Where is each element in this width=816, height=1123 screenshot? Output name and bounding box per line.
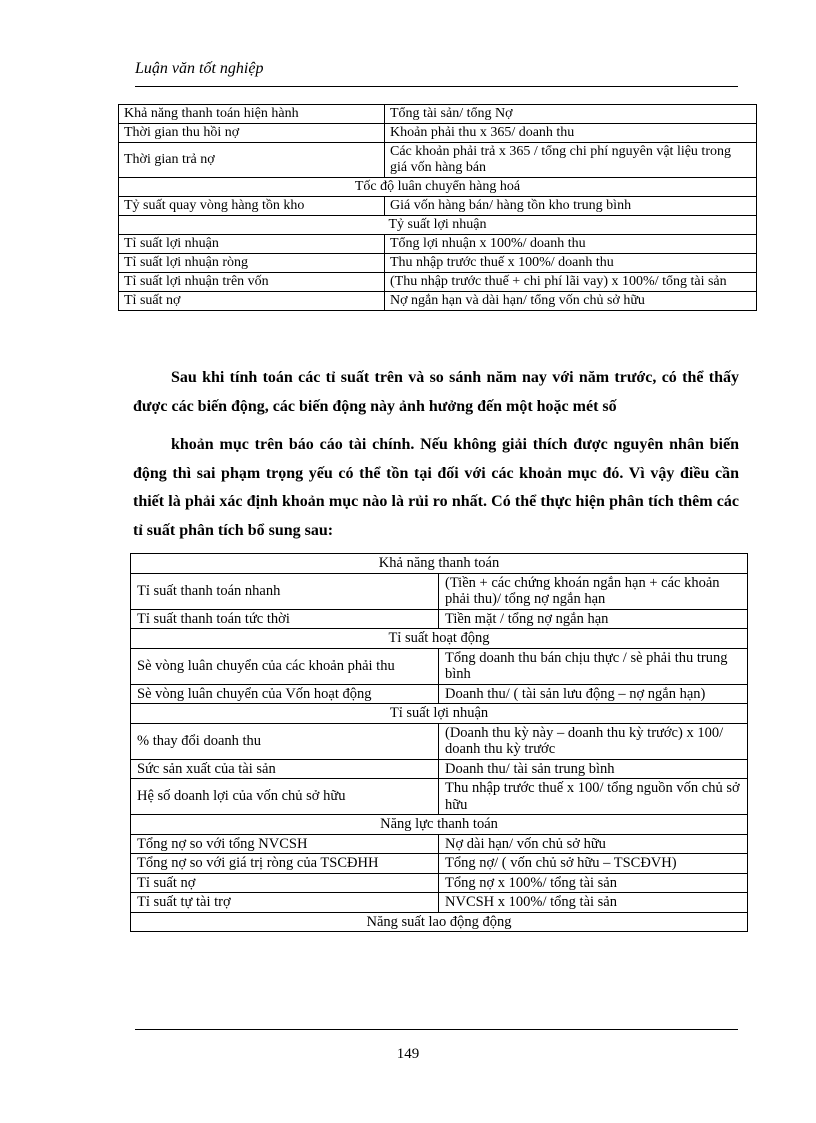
table-row xyxy=(131,684,748,704)
ratio-formula: NVCSH x 100%/ tổng tài sản xyxy=(439,893,748,913)
table-row xyxy=(131,648,748,684)
ratio-name: % thay đổi doanh thu xyxy=(131,723,439,759)
table-row xyxy=(119,292,757,311)
ratio-name: Hệ số doanh lợi của vốn chủ sở hữu xyxy=(131,779,439,815)
ratio-formula: Các khoản phải trả x 365 / tổng chi phí nguyên vật liệu trong giá vốn hàng bán xyxy=(385,143,757,178)
running-header: Luận văn tốt nghiệp xyxy=(135,60,264,77)
ratio-name: Tỉ suất nợ xyxy=(131,873,439,893)
section-heading: Khả năng thanh toán xyxy=(131,554,748,574)
ratio-formula: Tổng doanh thu bán chịu thực / sè phải thu trung bình xyxy=(439,648,748,684)
ratio-name: Tổng nợ so với tổng NVCSH xyxy=(131,834,439,854)
table-row xyxy=(131,609,748,629)
ratio-formula: Thu nhập trước thuế x 100%/ doanh thu xyxy=(385,254,757,273)
ratio-formula: Tiền mặt / tổng nợ ngắn hạn xyxy=(439,609,748,629)
table-row xyxy=(131,573,748,609)
ratio-formula: Doanh thu/ ( tài sản lưu động – nợ ngắn hạn) xyxy=(439,684,748,704)
ratio-name: Tỉ suất lợi nhuận xyxy=(119,235,385,254)
table-row xyxy=(119,197,757,216)
section-row xyxy=(119,178,757,197)
ratio-name: Thời gian trả nợ xyxy=(119,143,385,178)
ratio-name: Tỉ suất lợi nhuận trên vốn xyxy=(119,273,385,292)
section-heading: Năng suất lao động động xyxy=(131,912,748,932)
section-row xyxy=(119,216,757,235)
section-heading: Tỉ suất lợi nhuận xyxy=(131,704,748,724)
section-heading: Tốc độ luân chuyển hàng hoá xyxy=(119,178,757,197)
table-row xyxy=(119,105,757,124)
ratio-name: Tỉ suất thanh toán nhanh xyxy=(131,573,439,609)
ratio-name: Sè vòng luân chuyển của các khoản phải thu xyxy=(131,648,439,684)
table-row xyxy=(131,723,748,759)
ratio-name: Sức sản xuất của tài sản xyxy=(131,759,439,779)
table-row xyxy=(131,834,748,854)
section-row xyxy=(131,554,748,574)
ratio-formula: Tổng tài sản/ tổng Nợ xyxy=(385,105,757,124)
ratio-formula: Tổng nợ x 100%/ tổng tài sản xyxy=(439,873,748,893)
section-row xyxy=(131,815,748,835)
ratio-formula: (Thu nhập trước thuế + chi phí lãi vay) x 100%/ tổng tài sản xyxy=(385,273,757,292)
ratio-formula: Khoản phải thu x 365/ doanh thu xyxy=(385,124,757,143)
ratio-formula: Giá vốn hàng bán/ hàng tồn kho trung bình xyxy=(385,197,757,216)
table-row xyxy=(119,235,757,254)
ratio-name: Thời gian thu hồi nợ xyxy=(119,124,385,143)
section-heading: Tỷ suất lợi nhuận xyxy=(119,216,757,235)
section-row xyxy=(131,912,748,932)
paragraph-2: khoản mục trên báo cáo tài chính. Nếu không giải thích được nguyên nhân biến động thì sai phạm trọng yếu có thể tồn tại đối với các khoản mục đó. Vì vậy điều cần thiết là phải xác định khoản mục nào là rủi ro nhất. Có thể thực hiện phân tích thêm các tỉ suất phân tích bổ sung sau: xyxy=(133,436,739,539)
ratio-formula: Doanh thu/ tài sản trung bình xyxy=(439,759,748,779)
ratio-name: Tỉ suất lợi nhuận ròng xyxy=(119,254,385,273)
ratio-formula: Tổng lợi nhuận x 100%/ doanh thu xyxy=(385,235,757,254)
section-heading: Tỉ suất hoạt động xyxy=(131,629,748,649)
ratio-formula: (Tiền + các chứng khoán ngắn hạn + các khoản phải thu)/ tổng nợ ngắn hạn xyxy=(439,573,748,609)
section-heading: Năng lực thanh toán xyxy=(131,815,748,835)
table-row xyxy=(119,124,757,143)
ratio-formula: Thu nhập trước thuế x 100/ tổng nguồn vốn chủ sở hữu xyxy=(439,779,748,815)
ratio-table-2 xyxy=(130,553,748,932)
ratio-formula: Nợ ngắn hạn và dài hạn/ tổng vốn chủ sở hữu xyxy=(385,292,757,311)
paragraph-1: Sau khi tính toán các tỉ suất trên và so sánh năm nay với năm trước, có thể thấy được các biến động, các biến động này ảnh hưởng đến một hoặc mét số xyxy=(133,369,739,415)
table-row xyxy=(131,893,748,913)
table-row xyxy=(119,254,757,273)
ratio-formula: Nợ dài hạn/ vốn chủ sở hữu xyxy=(439,834,748,854)
table-row xyxy=(131,759,748,779)
ratio-name: Tỷ suất quay vòng hàng tồn kho xyxy=(119,197,385,216)
header-rule xyxy=(135,86,738,87)
ratio-name: Tỉ suất tự tài trợ xyxy=(131,893,439,913)
footer-rule xyxy=(135,1029,738,1030)
table-row xyxy=(131,779,748,815)
ratio-table-1 xyxy=(118,104,757,311)
ratio-name: Sè vòng luân chuyển của Vốn hoạt động xyxy=(131,684,439,704)
table-row xyxy=(131,854,748,874)
ratio-name: Tổng nợ so với giá trị ròng của TSCĐHH xyxy=(131,854,439,874)
ratio-name: Khả năng thanh toán hiện hành xyxy=(119,105,385,124)
section-row xyxy=(131,629,748,649)
table-row xyxy=(119,143,757,178)
ratio-formula: Tổng nợ/ ( vốn chủ sở hữu – TSCĐVH) xyxy=(439,854,748,874)
section-row xyxy=(131,704,748,724)
table-row xyxy=(131,873,748,893)
table-row xyxy=(119,273,757,292)
ratio-name: Tỉ suất thanh toán tức thời xyxy=(131,609,439,629)
ratio-formula: (Doanh thu kỳ này – doanh thu kỳ trước) x 100/ doanh thu kỳ trước xyxy=(439,723,748,759)
ratio-name: Tỉ suất nợ xyxy=(119,292,385,311)
page-number: 149 xyxy=(396,1046,420,1062)
